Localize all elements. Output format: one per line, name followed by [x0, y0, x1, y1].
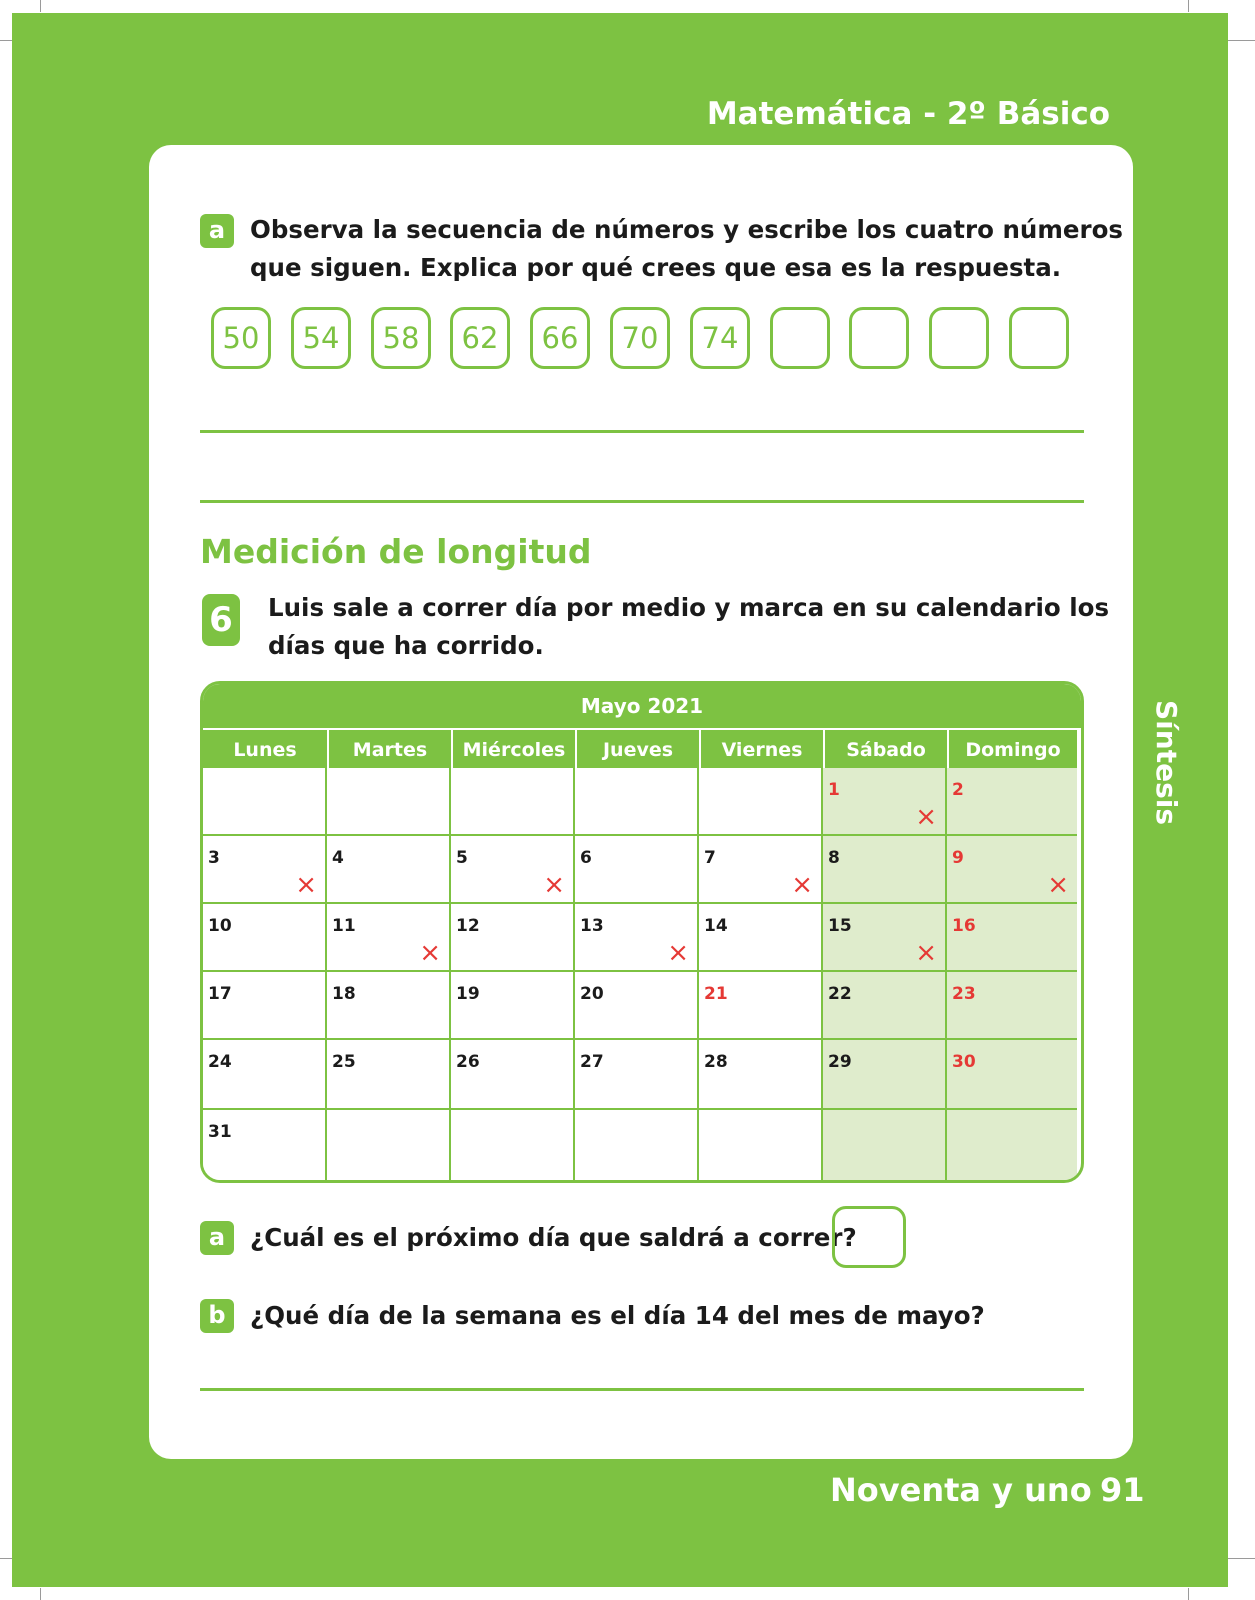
day-number: 1	[828, 780, 840, 800]
calendar-day-cell[interactable]	[203, 768, 327, 836]
header-title: Matemática - 2º Básico	[706, 96, 1110, 132]
calendar-day-cell[interactable]	[575, 1110, 699, 1180]
sequence-empty-box[interactable]	[1009, 307, 1069, 369]
day-number: 9	[952, 848, 964, 868]
day-number: 30	[952, 1052, 976, 1072]
calendar-day-cell[interactable]	[203, 1040, 327, 1110]
day-number: 17	[208, 984, 232, 1004]
day-number: 19	[456, 984, 480, 1004]
sequence-number-box: 74	[690, 307, 750, 369]
day-number: 20	[580, 984, 604, 1004]
day-number: 10	[208, 916, 232, 936]
calendar-day-cell[interactable]	[823, 836, 947, 904]
run-mark-icon: ×	[543, 870, 565, 900]
crop-mark	[1188, 1588, 1189, 1600]
calendar-day-cell[interactable]	[203, 1110, 327, 1180]
weekday-header: Lunes	[203, 728, 327, 768]
footer-page-number: 91	[1100, 1471, 1145, 1509]
section-title: Medición de longitud	[200, 532, 592, 571]
calendar-day-cell[interactable]	[575, 836, 699, 904]
calendar-day-cell[interactable]	[203, 836, 327, 904]
run-mark-icon: ×	[915, 938, 937, 968]
calendar-day-cell[interactable]	[451, 904, 575, 972]
day-number: 18	[332, 984, 356, 1004]
calendar-day-cell[interactable]	[699, 1040, 823, 1110]
calendar-day-cell[interactable]	[947, 972, 1077, 1040]
calendar-day-cell[interactable]	[823, 768, 947, 836]
calendar-day-cell[interactable]	[823, 1110, 947, 1180]
calendar-day-cell[interactable]	[575, 1040, 699, 1110]
day-number: 7	[704, 848, 716, 868]
footer-page-words: Noventa y uno	[830, 1471, 1092, 1509]
weekday-header: Sábado	[823, 728, 947, 768]
crop-mark	[1188, 0, 1189, 12]
day-number: 27	[580, 1052, 604, 1072]
calendar-day-cell[interactable]	[327, 768, 451, 836]
calendar-day-cell[interactable]	[451, 768, 575, 836]
weekday-header: Miércoles	[451, 728, 575, 768]
sub-a-text: ¿Cuál es el próximo día que saldrá a correr?	[250, 1223, 857, 1252]
calendar-day-cell[interactable]	[451, 1110, 575, 1180]
day-number: 21	[704, 984, 728, 1004]
crop-mark	[0, 40, 12, 41]
calendar-day-cell[interactable]	[327, 972, 451, 1040]
calendar-day-cell[interactable]	[947, 1040, 1077, 1110]
sequence-number-box: 62	[450, 307, 510, 369]
day-number: 23	[952, 984, 976, 1004]
sub-b-text: ¿Qué día de la semana es el día 14 del mes de mayo?	[250, 1301, 985, 1330]
weekday-header: Viernes	[699, 728, 823, 768]
calendar-day-cell[interactable]	[699, 768, 823, 836]
calendar-day-cell[interactable]	[699, 836, 823, 904]
calendar-day-cell[interactable]	[327, 1040, 451, 1110]
day-number: 2	[952, 780, 964, 800]
run-mark-icon: ×	[667, 938, 689, 968]
side-tab-label: Síntesis	[1150, 700, 1183, 826]
run-mark-icon: ×	[915, 802, 937, 832]
calendar-day-cell[interactable]	[699, 904, 823, 972]
calendar-day-cell[interactable]	[451, 1040, 575, 1110]
answer-line[interactable]	[200, 500, 1084, 503]
day-number: 28	[704, 1052, 728, 1072]
question-a-text-line2: que siguen. Explica por qué crees que esa es la respuesta.	[250, 253, 1062, 282]
sub-a-badge: a	[200, 1221, 234, 1255]
day-number: 24	[208, 1052, 232, 1072]
answer-line[interactable]	[200, 430, 1084, 433]
run-mark-icon: ×	[295, 870, 317, 900]
question-6-text-line2: días que ha corrido.	[268, 631, 544, 660]
day-number: 5	[456, 848, 468, 868]
day-number: 29	[828, 1052, 852, 1072]
crop-mark	[40, 0, 41, 12]
sequence-number-box: 58	[371, 307, 431, 369]
calendar-day-cell[interactable]	[823, 1040, 947, 1110]
day-number: 15	[828, 916, 852, 936]
day-number: 8	[828, 848, 840, 868]
calendar-day-cell[interactable]	[327, 904, 451, 972]
calendar-day-cell[interactable]	[451, 836, 575, 904]
question-6-text-line1: Luis sale a correr día por medio y marca en su calendario los	[268, 593, 1110, 622]
crop-mark	[40, 1588, 41, 1600]
weekday-header: Domingo	[947, 728, 1077, 768]
calendar-day-cell[interactable]	[823, 904, 947, 972]
day-number: 6	[580, 848, 592, 868]
day-number: 22	[828, 984, 852, 1004]
calendar-day-cell[interactable]	[823, 972, 947, 1040]
day-number: 3	[208, 848, 220, 868]
run-mark-icon: ×	[791, 870, 813, 900]
calendar-day-cell[interactable]	[203, 972, 327, 1040]
sequence-empty-box[interactable]	[849, 307, 909, 369]
calendar-day-cell[interactable]	[575, 768, 699, 836]
question-a-badge: a	[200, 214, 234, 248]
run-mark-icon: ×	[419, 938, 441, 968]
calendar-day-cell[interactable]	[575, 972, 699, 1040]
crop-mark	[1228, 1558, 1255, 1559]
sequence-number-box: 66	[530, 307, 590, 369]
calendar-day-cell[interactable]	[327, 836, 451, 904]
day-number: 16	[952, 916, 976, 936]
calendar-day-cell[interactable]	[451, 972, 575, 1040]
weekday-header: Jueves	[575, 728, 699, 768]
day-number: 13	[580, 916, 604, 936]
sequence-empty-box[interactable]	[929, 307, 989, 369]
day-number: 25	[332, 1052, 356, 1072]
day-number: 14	[704, 916, 728, 936]
weekday-header: Martes	[327, 728, 451, 768]
sequence-empty-box[interactable]	[770, 307, 830, 369]
crop-mark	[1228, 40, 1255, 41]
day-number: 26	[456, 1052, 480, 1072]
day-number: 11	[332, 916, 356, 936]
calendar-day-cell[interactable]	[947, 836, 1077, 904]
sequence-number-box: 54	[291, 307, 351, 369]
crop-mark	[0, 1558, 12, 1559]
calendar-day-cell[interactable]	[947, 904, 1077, 972]
sequence-number-box: 50	[211, 307, 271, 369]
sequence-number-box: 70	[610, 307, 670, 369]
calendar-day-cell[interactable]	[699, 972, 823, 1040]
sub-b-badge: b	[200, 1299, 234, 1333]
calendar-day-cell[interactable]	[327, 1110, 451, 1180]
day-number: 31	[208, 1122, 232, 1142]
question-a-text-line1: Observa la secuencia de números y escribe los cuatro números	[250, 215, 1123, 244]
answer-box[interactable]	[832, 1206, 906, 1268]
calendar-day-cell[interactable]	[575, 904, 699, 972]
calendar-day-cell[interactable]	[947, 768, 1077, 836]
calendar-day-cell[interactable]	[203, 904, 327, 972]
run-mark-icon: ×	[1047, 870, 1069, 900]
day-number: 12	[456, 916, 480, 936]
calendar-title: Mayo 2021	[203, 684, 1081, 728]
answer-line[interactable]	[200, 1388, 1084, 1391]
question-6-badge: 6	[202, 594, 240, 646]
day-number: 4	[332, 848, 344, 868]
calendar-day-cell[interactable]	[699, 1110, 823, 1180]
calendar	[200, 681, 1084, 1183]
calendar-day-cell[interactable]	[947, 1110, 1077, 1180]
